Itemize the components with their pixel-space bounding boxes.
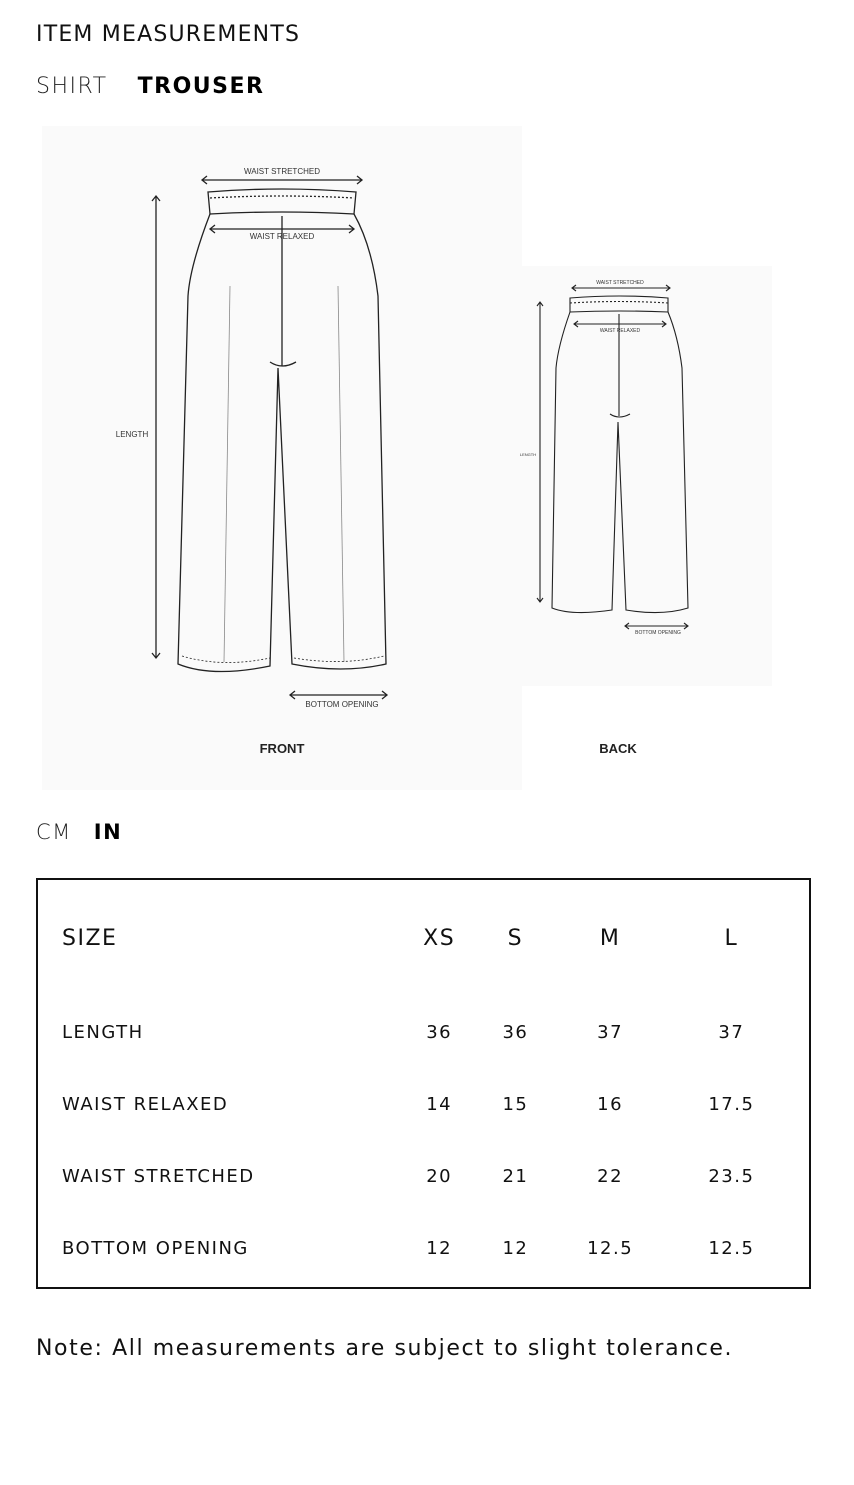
table-cell: 23.5 — [708, 1165, 755, 1187]
table-row — [62, 1140, 792, 1212]
back-waist-stretched-label: WAIST STRETCHED — [596, 280, 644, 286]
unit-in[interactable]: IN — [93, 820, 123, 844]
header-xs: XS — [423, 925, 456, 951]
table-cell: 12.5 — [587, 1237, 634, 1259]
tab-trouser[interactable]: TROUSER — [137, 74, 265, 99]
table-cell: 14 — [426, 1093, 453, 1115]
table-cell: 37 — [597, 1021, 624, 1043]
row-label: BOTTOM OPENING — [62, 1237, 249, 1259]
table-cell: 15 — [502, 1093, 529, 1115]
back-length-label: LENGTH — [519, 452, 537, 457]
header-l: L — [724, 925, 739, 951]
row-label: LENGTH — [62, 1021, 144, 1043]
table-cell: 36 — [502, 1021, 529, 1043]
table-cell: 12.5 — [708, 1237, 755, 1259]
table-header-row — [62, 880, 792, 996]
size-table — [62, 880, 792, 1284]
table-cell: 22 — [597, 1165, 624, 1187]
table-cell: 20 — [426, 1165, 453, 1187]
size-table-container — [36, 878, 811, 1289]
header-s: S — [507, 925, 524, 951]
header-m: M — [599, 925, 621, 951]
front-waist-stretched-label: WAIST STRETCHED — [243, 167, 321, 176]
tab-shirt[interactable]: SHIRT — [36, 74, 108, 99]
table-row — [62, 1212, 792, 1284]
row-label: WAIST RELAXED — [62, 1093, 229, 1115]
back-waist-relaxed-label: WAIST RELAXED — [599, 328, 641, 334]
tolerance-note: Note: All measurements are subject to slight tolerance. — [36, 1336, 734, 1361]
table-cell: 12 — [426, 1237, 453, 1259]
front-waist-relaxed-label: WAIST RELAXED — [249, 232, 315, 241]
table-row — [62, 996, 792, 1068]
table-row — [62, 1068, 792, 1140]
table-cell: 12 — [502, 1237, 529, 1259]
front-caption: FRONT — [259, 741, 305, 756]
back-bottom-opening-label: BOTTOM OPENING — [635, 630, 681, 636]
table-cell: 16 — [597, 1093, 624, 1115]
table-cell: 37 — [718, 1021, 745, 1043]
back-caption: BACK — [599, 741, 637, 756]
front-bottom-opening-label: BOTTOM OPENING — [305, 700, 379, 709]
unit-cm[interactable]: CM — [36, 820, 72, 844]
front-diagram — [42, 126, 522, 790]
header-size: SIZE — [62, 925, 118, 951]
back-diagram — [519, 266, 772, 686]
table-cell: 36 — [426, 1021, 453, 1043]
garment-tabs — [36, 74, 264, 99]
page-title: ITEM MEASUREMENTS — [36, 22, 301, 47]
row-label: WAIST STRETCHED — [62, 1165, 255, 1187]
table-cell: 17.5 — [708, 1093, 755, 1115]
front-length-label: LENGTH — [115, 430, 149, 439]
table-cell: 21 — [502, 1165, 529, 1187]
unit-tabs — [36, 820, 122, 844]
